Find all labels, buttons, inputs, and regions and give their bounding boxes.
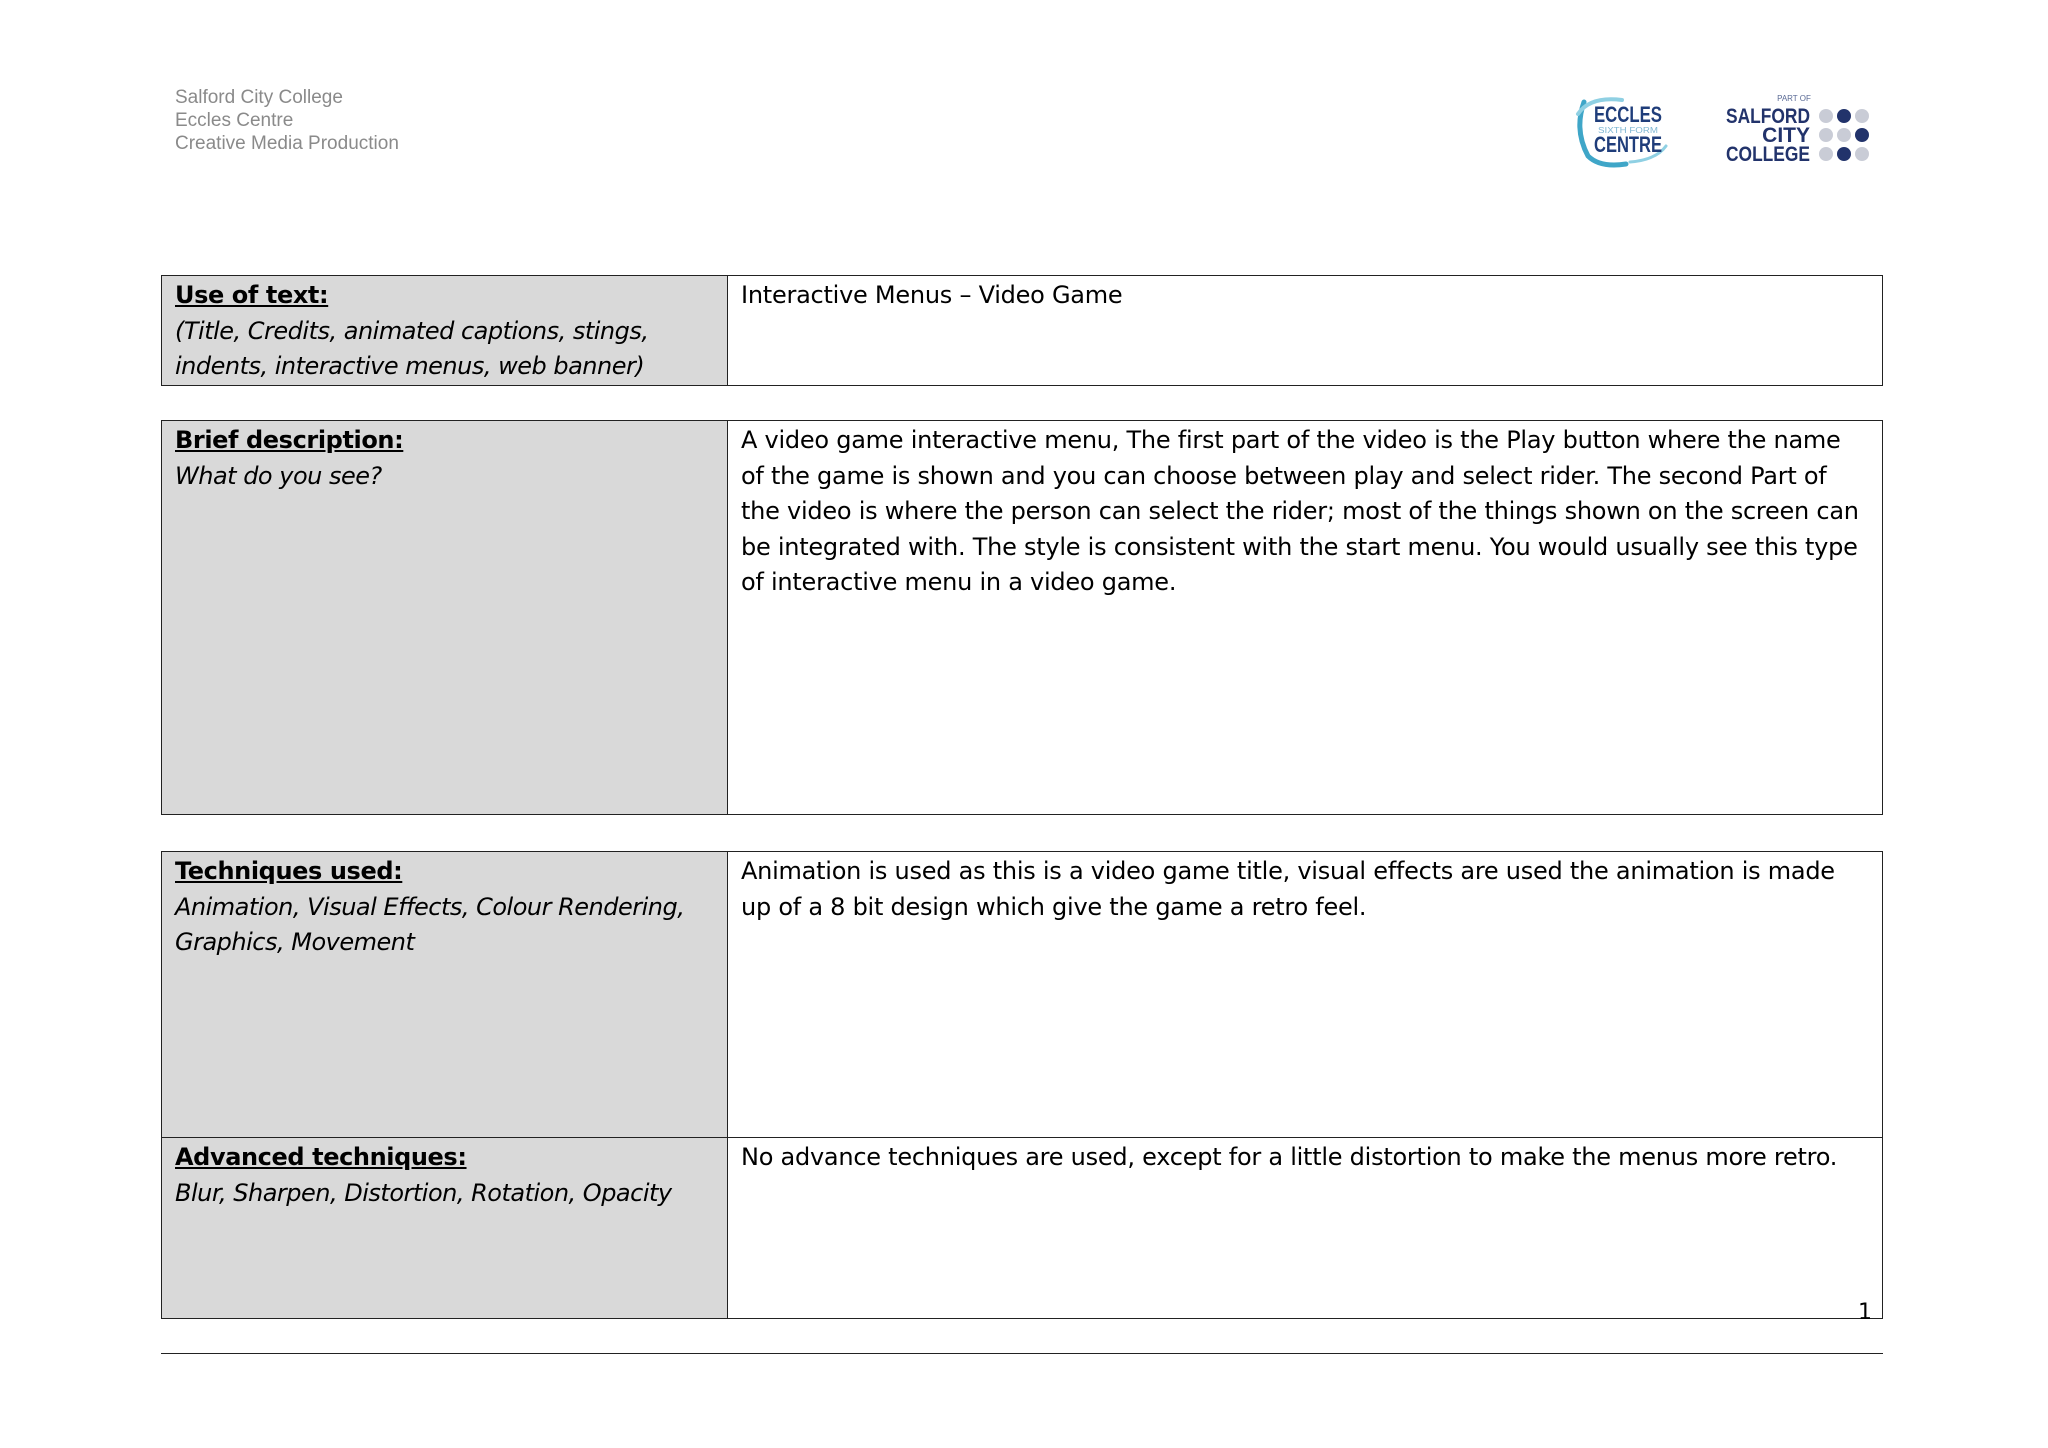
brief-description-table [161, 420, 1883, 815]
use-of-text-label: Use of text: [175, 281, 329, 309]
eccles-logo-line3: CENTRE [1594, 132, 1662, 157]
department-name: Creative Media Production [175, 133, 399, 154]
salford-logo-line1: SALFORD [1726, 105, 1810, 128]
advanced-techniques-label: Advanced techniques: [175, 1143, 467, 1171]
use-of-text-hint: (Title, Credits, animated captions, stings, indents, interactive menus, web banner) [175, 316, 649, 380]
college-name: Salford City College [175, 87, 343, 108]
salford-logo-line2: CITY [1762, 124, 1810, 147]
use-of-text-row [162, 276, 1883, 386]
advanced-techniques-value: No advance techniques are used, except for a little distortion to make the menus more retro. [728, 1138, 1883, 1319]
techniques-used-label-cell [162, 852, 728, 1138]
salford-logo-part-of: PART OF [1777, 94, 1811, 103]
advanced-techniques-hint: Blur, Sharpen, Distortion, Rotation, Opacity [175, 1178, 672, 1207]
advanced-techniques-row [162, 1138, 1883, 1319]
use-of-text-value: Interactive Menus – Video Game [728, 276, 1883, 386]
salford-logo-dots [1819, 109, 1869, 161]
techniques-table [161, 851, 1883, 1319]
footer-divider [161, 1353, 1883, 1354]
page-number: 1 [1858, 1300, 1872, 1325]
brief-description-label: Brief description: [175, 426, 404, 454]
use-of-text-table [161, 275, 1883, 386]
use-of-text-label-cell [162, 276, 728, 386]
brief-description-label-cell [162, 421, 728, 815]
salford-city-college-logo [1726, 92, 1888, 168]
eccles-logo-line1: ECCLES [1594, 102, 1662, 127]
eccles-logo-line2: SIXTH FORM [1598, 126, 1659, 135]
advanced-techniques-label-cell [162, 1138, 728, 1319]
salford-logo-line3: COLLEGE [1726, 143, 1810, 166]
techniques-used-hint: Animation, Visual Effects, Colour Rendering, Graphics, Movement [175, 892, 685, 956]
brief-description-value: A video game interactive menu, The first part of the video is the Play button where the name of the game is shown and you can choose between play and select rider. The second Part of the video is where the person can select the rider; most of the things shown on the screen can be integrated with. The style is consistent with the start menu. You would usually see this type of interactive menu in a video game. [728, 421, 1883, 815]
brief-description-row [162, 421, 1883, 815]
techniques-used-value: Animation is used as this is a video game title, visual effects are used the animation is made up of a 8 bit design which give the game a retro feel. [728, 852, 1883, 1138]
techniques-used-label: Techniques used: [175, 857, 403, 885]
techniques-used-row [162, 852, 1883, 1138]
centre-name: Eccles Centre [175, 110, 294, 131]
eccles-centre-logo [1570, 92, 1674, 168]
brief-description-hint: What do you see? [175, 461, 382, 490]
college-header [175, 86, 399, 155]
